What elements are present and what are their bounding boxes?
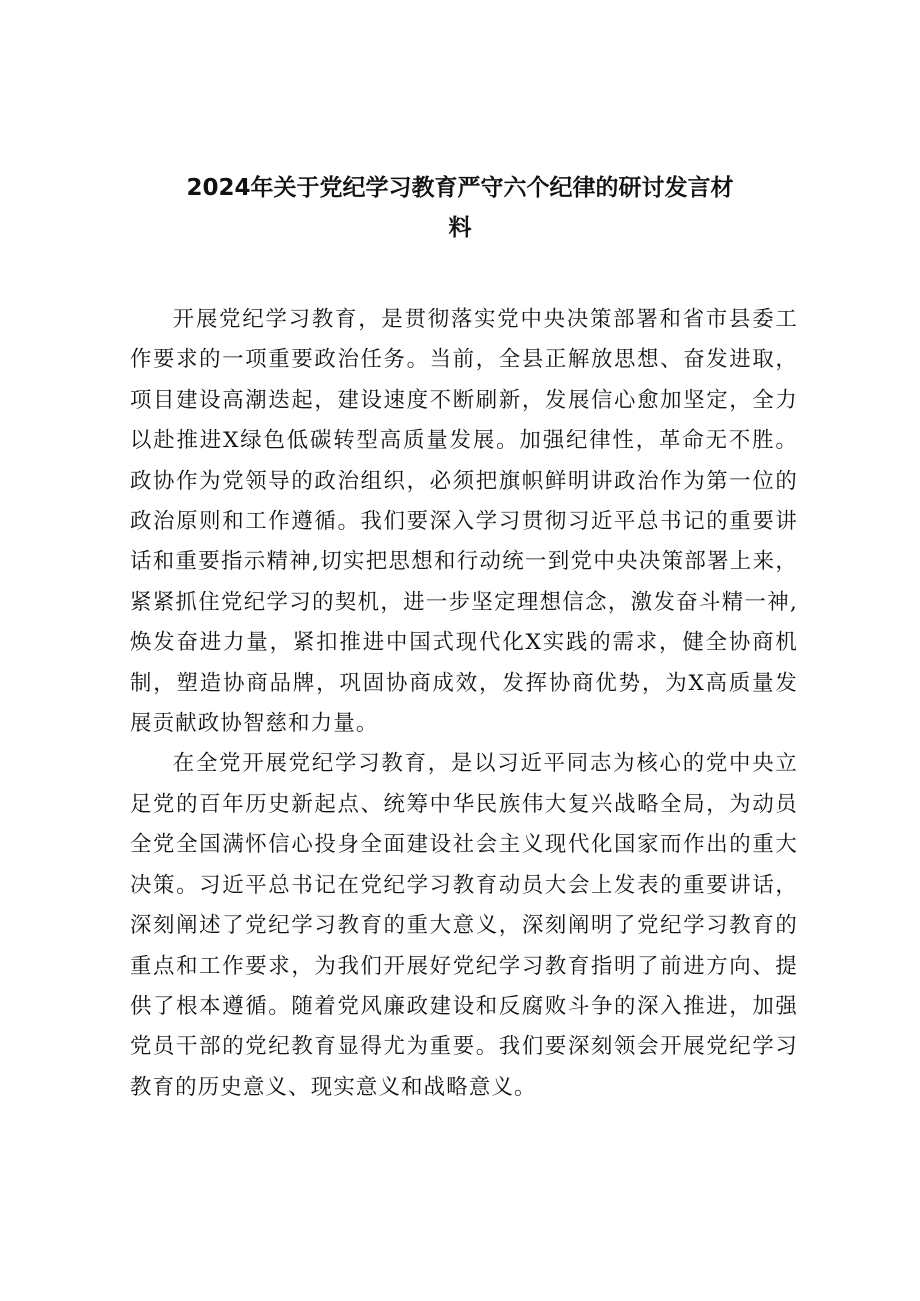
title-line-2: 料 xyxy=(448,215,472,241)
paragraph-1: 开展党纪学习教育，是贯彻落实党中央决策部署和省市县委工作要求的一项重要政治任务。当前，全县正解放思想、奋发进取，项目建设高潮迭起，建设速度不断刷新，发展信心愈加坚定，全力以赴推进X绿色低碳转型高质量发展。加强纪律性，革命无不胜。政协作为党领导的政治组织，必须把旗帜鲜明讲政治作为第一位的政治原则和工作遵循。我们要深入学习贯彻习近平总书记的重要讲话和重要指示精神,切实把思想和行动统一到党中央决策部署上来，紧紧抓住党纪学习的契机，进一步坚定理想信念，激发奋斗精一神,焕发奋进力量，紧扣推进中国式现代化X实践的需求，健全协商机制，塑造协商品牌，巩固协商成效，发挥协商优势，为X高质量发展贡献政协智慈和力量。 xyxy=(130,307,798,737)
title-line-1: 2024年关于党纪学习教育严守六个纪律的研讨发言材 xyxy=(186,175,734,201)
document-title xyxy=(160,168,760,248)
paragraph-2: 在全党开展党纪学习教育，是以习近平同志为核心的党中央立足党的百年历史新起点、统筹中华民族伟大复兴战略全局，为动员全党全国满怀信心投身全面建设社会主义现代化国家而作出的重大决策。习近平总书记在党纪学习教育动员大会上发表的重要讲话，深刻阐述了党纪学习教育的重大意义，深刻阐明了党纪学习教育的重点和工作要求，为我们开展好党纪学习教育指明了前进方向、提供了根本遵循。随着党风廉政建设和反腐败斗争的深入推进，加强党员干部的党纪教育显得尤为重要。我们要深刻领会开展党纪学习教育的历史意义、现实意义和战略意义。 xyxy=(130,751,798,1100)
document-body xyxy=(130,300,798,1108)
